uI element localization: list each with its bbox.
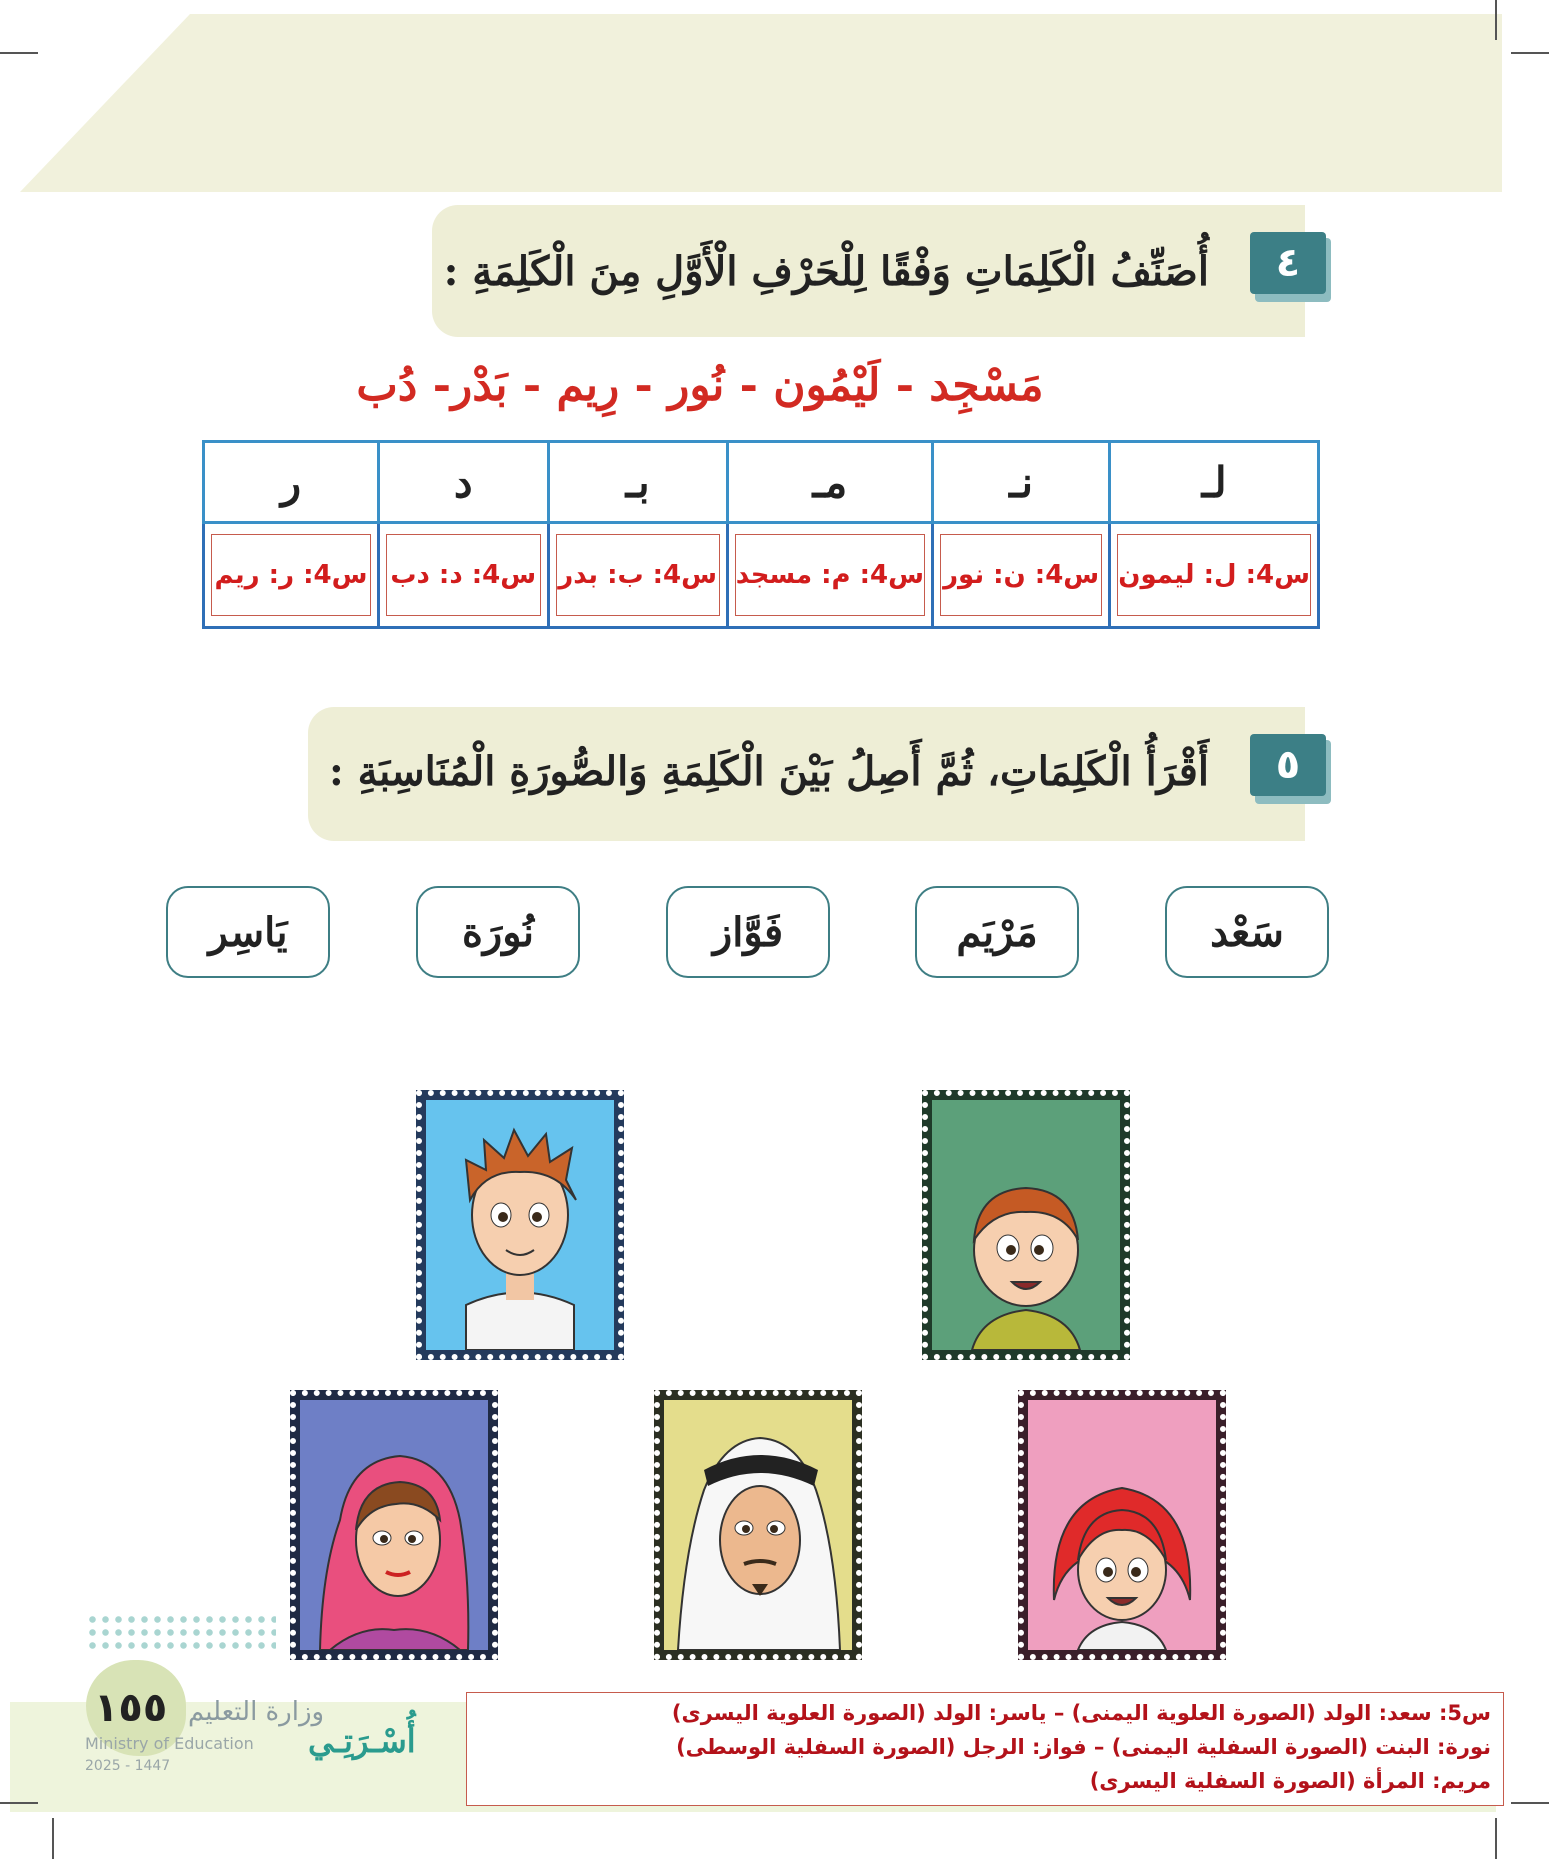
- table-header: ر: [204, 442, 379, 523]
- crop-mark: [1495, 1818, 1497, 1859]
- table-header: د: [378, 442, 548, 523]
- answer-cell[interactable]: [933, 523, 1110, 628]
- ministry-logo-dots-icon: [86, 1613, 276, 1655]
- answer-text: س4: ل: ليمون: [1117, 534, 1311, 616]
- crop-mark: [1495, 0, 1497, 40]
- table-header: بـ: [548, 442, 727, 523]
- name-card-yasser[interactable]: يَاسِر: [166, 886, 330, 978]
- girl-red-hair-portrait[interactable]: [1018, 1390, 1226, 1660]
- name-card-saad[interactable]: سَعْد: [1165, 886, 1329, 978]
- boy-red-hair-portrait[interactable]: [922, 1090, 1130, 1360]
- name-card-maryam[interactable]: مَرْيَم: [915, 886, 1079, 978]
- name-card-noura[interactable]: نُورَة: [416, 886, 580, 978]
- crop-mark: [52, 1818, 54, 1859]
- ministry-year: 2025 - 1447: [85, 1758, 171, 1774]
- answer-cell[interactable]: [378, 523, 548, 628]
- q4-number: ٤: [1250, 232, 1326, 294]
- q5-answer-panel: [466, 1692, 1504, 1806]
- classification-table: [202, 440, 1320, 629]
- answer-text: س4: د: دب: [386, 534, 541, 616]
- man-ghutra-portrait[interactable]: [654, 1390, 862, 1660]
- answer-line: س5: سعد: الولد (الصورة العلوية اليمنى) – ياسر: الولد (الصورة العلوية اليسرى): [671, 1701, 1491, 1725]
- crop-mark: [1511, 1802, 1549, 1804]
- table-header: لـ: [1110, 442, 1319, 523]
- q5-instruction: أَقْرَأُ الْكَلِمَاتِ، ثُمَّ أَصِلُ بَيْنَ الْكَلِمَةِ وَالصُّورَةِ الْمُنَاسِبَةِ :: [328, 748, 1209, 795]
- band-cut: [20, 14, 190, 192]
- ministry-name-en: Ministry of Education: [85, 1734, 254, 1753]
- name-card-fawaz[interactable]: فَوَّاز: [666, 886, 830, 978]
- table-header: مـ: [727, 442, 932, 523]
- woman-hijab-portrait[interactable]: [290, 1390, 498, 1660]
- answer-text: س4: ن: نور: [940, 534, 1102, 616]
- ministry-name-ar: وزارة التعليم: [188, 1697, 325, 1727]
- answer-text: س4: م: مسجد: [735, 534, 925, 616]
- q4-word-list: مَسْجِد - لَيْمُون - نُور - رِيم - بَدْر- دُب: [356, 360, 1044, 411]
- table-header: نـ: [933, 442, 1110, 523]
- unit-title: أُسْـرَتِـي: [308, 1722, 416, 1760]
- crop-mark: [1511, 52, 1549, 54]
- boy-glasses-portrait[interactable]: [416, 1090, 624, 1360]
- answer-text: س4: ر: ريم: [211, 534, 371, 616]
- answer-cell[interactable]: [1110, 523, 1319, 628]
- q4-instruction: أُصَنِّفُ الْكَلِمَاتِ وَفْقًا لِلْحَرْفِ الْأَوَّلِ مِنَ الْكَلِمَةِ :: [443, 248, 1209, 295]
- answer-text: س4: ب: بدر: [556, 534, 720, 616]
- answer-line: مريم: المرأة (الصورة السفلية اليسرى): [1089, 1769, 1491, 1793]
- q5-number: ٥: [1250, 734, 1326, 796]
- crop-mark: [0, 1802, 38, 1804]
- top-decorative-band: [20, 14, 1502, 192]
- crop-mark: [0, 52, 38, 54]
- answer-line: نورة: البنت (الصورة السفلية اليمنى) – فواز: الرجل (الصورة السفلية الوسطى): [676, 1735, 1491, 1759]
- answer-cell[interactable]: [204, 523, 379, 628]
- page-number: ١٥٥: [94, 1685, 168, 1731]
- answer-cell[interactable]: [548, 523, 727, 628]
- answer-cell[interactable]: [727, 523, 932, 628]
